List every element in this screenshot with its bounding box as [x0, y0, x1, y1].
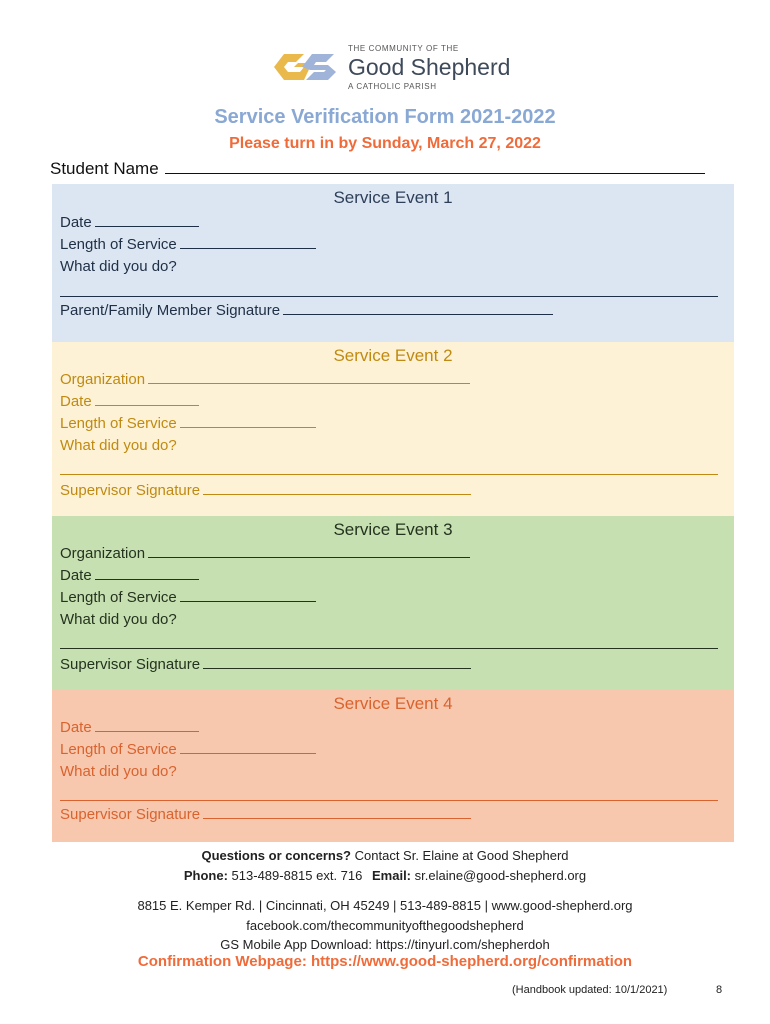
- service-event-4: [52, 690, 734, 842]
- student-name-line[interactable]: [165, 159, 705, 174]
- date-field[interactable]: [60, 719, 199, 736]
- signature-label: Parent/Family Member Signature: [60, 302, 281, 319]
- what-field: [60, 258, 177, 275]
- what-label: What did you do?: [60, 437, 177, 454]
- student-name-label: Student Name: [50, 159, 159, 178]
- signature-label: Supervisor Signature: [60, 482, 201, 499]
- what-line[interactable]: [60, 296, 718, 297]
- signature-field[interactable]: [60, 656, 471, 673]
- event-header: Service Event 3: [333, 520, 453, 539]
- date-field[interactable]: [60, 567, 199, 584]
- event-header: Service Event 2: [333, 346, 453, 365]
- service-event-3: [52, 516, 734, 690]
- date-label: Date: [60, 567, 92, 584]
- phone-value: 513-489-8815 ext. 716: [231, 868, 363, 883]
- organization-line[interactable]: [148, 545, 470, 558]
- length-line[interactable]: [180, 415, 316, 428]
- parish-logo: [272, 44, 512, 96]
- deadline-text: Please turn in by Sunday, March 27, 2022: [229, 135, 541, 152]
- email-label: Email:: [372, 868, 412, 883]
- what-label: What did you do?: [60, 611, 177, 628]
- length-label: Length of Service: [60, 589, 177, 606]
- length-label: Length of Service: [60, 415, 177, 432]
- signature-line[interactable]: [203, 806, 471, 819]
- signature-field[interactable]: [60, 806, 471, 823]
- what-field: [60, 437, 177, 454]
- length-line[interactable]: [180, 741, 316, 754]
- length-label: Length of Service: [60, 741, 177, 758]
- organization-line[interactable]: [148, 371, 470, 384]
- confirmation-link[interactable]: Confirmation Webpage: https://www.good-shepherd.org/confirmation: [137, 953, 633, 970]
- date-line[interactable]: [95, 393, 199, 406]
- what-line[interactable]: [60, 474, 718, 475]
- length-line[interactable]: [180, 589, 316, 602]
- date-field[interactable]: [60, 393, 199, 410]
- handbook-updated: (Handbook updated: 10/1/2021): [512, 984, 668, 996]
- organization-label: Organization: [60, 371, 146, 388]
- questions-text: Contact Sr. Elaine at Good Shepherd: [354, 848, 569, 863]
- facebook-link[interactable]: facebook.com/thecommunityofthegoodshepherd: [246, 918, 524, 933]
- phone-email-line: [0, 868, 770, 883]
- date-label: Date: [60, 719, 92, 736]
- date-line[interactable]: [95, 214, 199, 227]
- signature-line[interactable]: [203, 482, 471, 495]
- service-event-1: [52, 184, 734, 342]
- app-download-link[interactable]: GS Mobile App Download: https://tinyurl.com/shepherdoh: [220, 937, 550, 952]
- what-field: [60, 611, 177, 628]
- signature-field[interactable]: [60, 482, 471, 499]
- phone-label: Phone:: [183, 868, 228, 883]
- length-field[interactable]: [60, 589, 316, 606]
- signature-label: Supervisor Signature: [60, 806, 201, 823]
- what-line[interactable]: [60, 800, 718, 801]
- date-field[interactable]: [60, 214, 199, 231]
- logo-bottom-text: A CATHOLIC PARISH: [348, 82, 437, 91]
- signature-line[interactable]: [283, 302, 553, 315]
- length-field[interactable]: [60, 236, 316, 253]
- shepherd-logo-icon: [272, 50, 342, 84]
- length-field[interactable]: [60, 741, 316, 758]
- questions-label: Questions or concerns?: [201, 848, 351, 863]
- date-label: Date: [60, 214, 92, 231]
- signature-field[interactable]: [60, 302, 553, 319]
- student-name-field[interactable]: [50, 159, 705, 179]
- organization-field[interactable]: [60, 545, 470, 562]
- what-field: [60, 763, 177, 780]
- length-field[interactable]: [60, 415, 316, 432]
- email-link[interactable]: sr.elaine@good-shepherd.org: [414, 868, 587, 883]
- organization-field[interactable]: [60, 371, 470, 388]
- date-line[interactable]: [95, 719, 199, 732]
- event-header: Service Event 1: [333, 188, 453, 207]
- questions-line: [0, 848, 770, 863]
- date-line[interactable]: [95, 567, 199, 580]
- signature-label: Supervisor Signature: [60, 656, 201, 673]
- logo-top-text: THE COMMUNITY OF THE: [348, 44, 459, 53]
- organization-label: Organization: [60, 545, 146, 562]
- logo-name: Good Shepherd: [348, 54, 511, 80]
- what-label: What did you do?: [60, 763, 177, 780]
- event-header: Service Event 4: [333, 694, 453, 713]
- signature-line[interactable]: [203, 656, 471, 669]
- service-event-2: [52, 342, 734, 516]
- length-line[interactable]: [180, 236, 316, 249]
- page-number: 8: [716, 984, 723, 996]
- what-label: What did you do?: [60, 258, 177, 275]
- what-line[interactable]: [60, 648, 718, 649]
- address-line: 8815 E. Kemper Rd. | Cincinnati, OH 45249 | 513-489-8815 | www.good-shepherd.org: [137, 898, 633, 913]
- date-label: Date: [60, 393, 92, 410]
- length-label: Length of Service: [60, 236, 177, 253]
- form-title: Service Verification Form 2021-2022: [214, 106, 556, 128]
